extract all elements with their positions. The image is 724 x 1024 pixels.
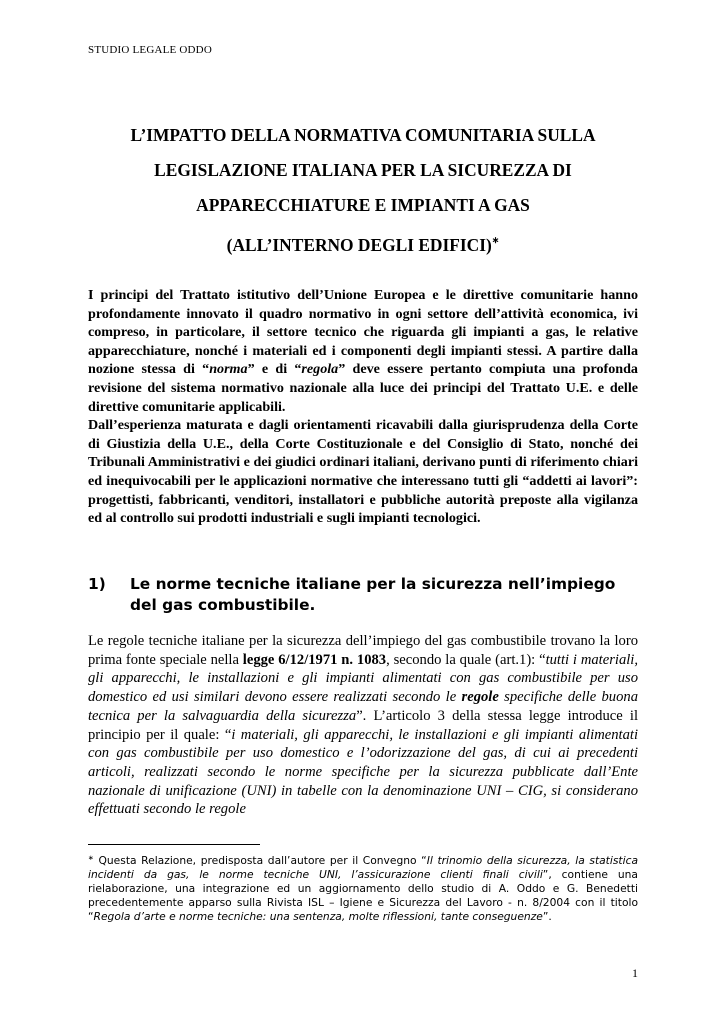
emphasis-norma: norma	[209, 361, 248, 378]
title-line: L’IMPATTO DELLA NORMATIVA COMUNITARIA SULLA	[130, 125, 596, 145]
document-title	[88, 118, 638, 263]
title-line-text: (ALL’INTERNO DEGLI EDIFICI)	[226, 235, 492, 255]
section-number: 1)	[88, 575, 106, 593]
article-title: Regola d’arte e norme tecniche: una sentenza, molte riflessioni, tante conseguenze	[93, 910, 543, 924]
quoted-law-text: specifiche delle buona tecnica per la salvaguardia della sicurezza	[88, 689, 638, 724]
body-text-run: ”. L’articolo 3 della stessa legge introduce il principio per il quale: “	[88, 707, 639, 743]
footnote-marker: ∗	[88, 854, 94, 862]
title-line: LEGISLAZIONE ITALIANA PER LA SICUREZZA DI	[154, 160, 572, 180]
footnote-text: ”.	[542, 910, 552, 924]
footnote	[88, 851, 638, 924]
body-paragraph	[88, 632, 638, 819]
body-text	[88, 632, 638, 819]
section-title: Le norme tecniche italiane per la sicurezza nell’impiego del gas combustibile.	[130, 575, 616, 614]
abstract-paragraph: Dall’esperienza maturata e dagli orientamenti ricavabili dalla giurisprudenza della Corte di Giustizia della U.E., della Corte Costituzionale e del Consiglio di Stato, nonché dei Tribunali Amministrativi e dei giudici ordinari italiani, derivano punti di riferimento chiari ed inequivocabili per le applicazioni normative che interessano tutti gli “addetti ai lavori”: progettisti, fabbricanti, venditori, installatori e pubbliche autorità preposte alla vigilanza ed al controllo sui prodotti industriali e sugli impianti tecnologici.	[88, 417, 638, 527]
footnote-text: Questa Relazione, predisposta dall’autore per il Convegno “	[93, 854, 427, 867]
abstract-paragraph	[88, 286, 638, 416]
footnote-reference[interactable]: ∗	[491, 235, 500, 245]
conference-title: Il trinomio della sicurezza, la statistica incidenti da gas, le norme tecniche UNI, l’assicurazione clienti finali civili	[88, 854, 638, 882]
abstract-text: I principi del Trattato istitutivo dell’Unione Europea e le direttive comunitarie hanno profondamente innovato il quadro normativo in ogni settore dell’attività economica, ivi compreso, in particolare, il settore tecnico che riguarda gli impianti a gas, le relative apparecchiature, nonché i materiali ed i componenti degli impianti stessi. A partire dalla nozione stessa di “	[88, 287, 638, 378]
abstract-text: ” deve essere pertanto compiuta una profonda revisione del sistema normativo nazionale alla luce dei principi del Trattato U.E. e delle direttive comunitarie applicabili.	[88, 361, 638, 415]
footnote-text: ”, contiene una rielaborazione, una integrazione ed un aggiornamento dello studio di A. Oddo e G. Benedetti precedentemente apparso sulla Rivista ISL – Igiene e Sicurezza del Lavoro - n. 8/2004 con il titolo “	[88, 868, 638, 924]
running-header: STUDIO LEGALE ODDO	[88, 44, 212, 56]
section-heading	[88, 574, 643, 616]
emphasis-regola: regola	[301, 361, 339, 378]
quoted-law-text: tutti i materiali, gli apparecchi, le installazioni e gli impianti alimentati con gas combustibile per uso domestico ed usi similari devono essere realizzati secondo le	[88, 651, 638, 706]
page-number: 1	[632, 966, 638, 980]
emphasis-regole: regole	[461, 689, 499, 706]
body-text-run: Le regole tecniche italiane per la sicurezza dell’impiego del gas combustibile trovano la loro prima fonte speciale nella	[88, 633, 638, 668]
title-line	[88, 223, 638, 263]
abstract-text: ” e di “	[247, 361, 302, 378]
abstract	[88, 286, 638, 528]
body-text-run: , secondo la quale (art.1): “	[386, 651, 546, 668]
law-reference: legge 6/12/1971 n. 1083	[242, 651, 387, 668]
title-line: APPARECCHIATURE E IMPIANTI A GAS	[196, 195, 530, 215]
quoted-law-text: i materiali, gli apparecchi, le installazioni e gli impianti alimentati con gas combustibile per uso domestico e l’odorizzazione del gas, di cui ai precedenti articoli, realizzati secondo le norme specifiche per la sicurezza pubblicate dall’Ente nazionale di unificazione (UNI) in tabelle con la denominazione UNI – CIG, si considerano effettuati secondo le regole	[88, 726, 639, 818]
footnote-paragraph	[88, 851, 638, 924]
footnote-separator	[88, 844, 260, 845]
